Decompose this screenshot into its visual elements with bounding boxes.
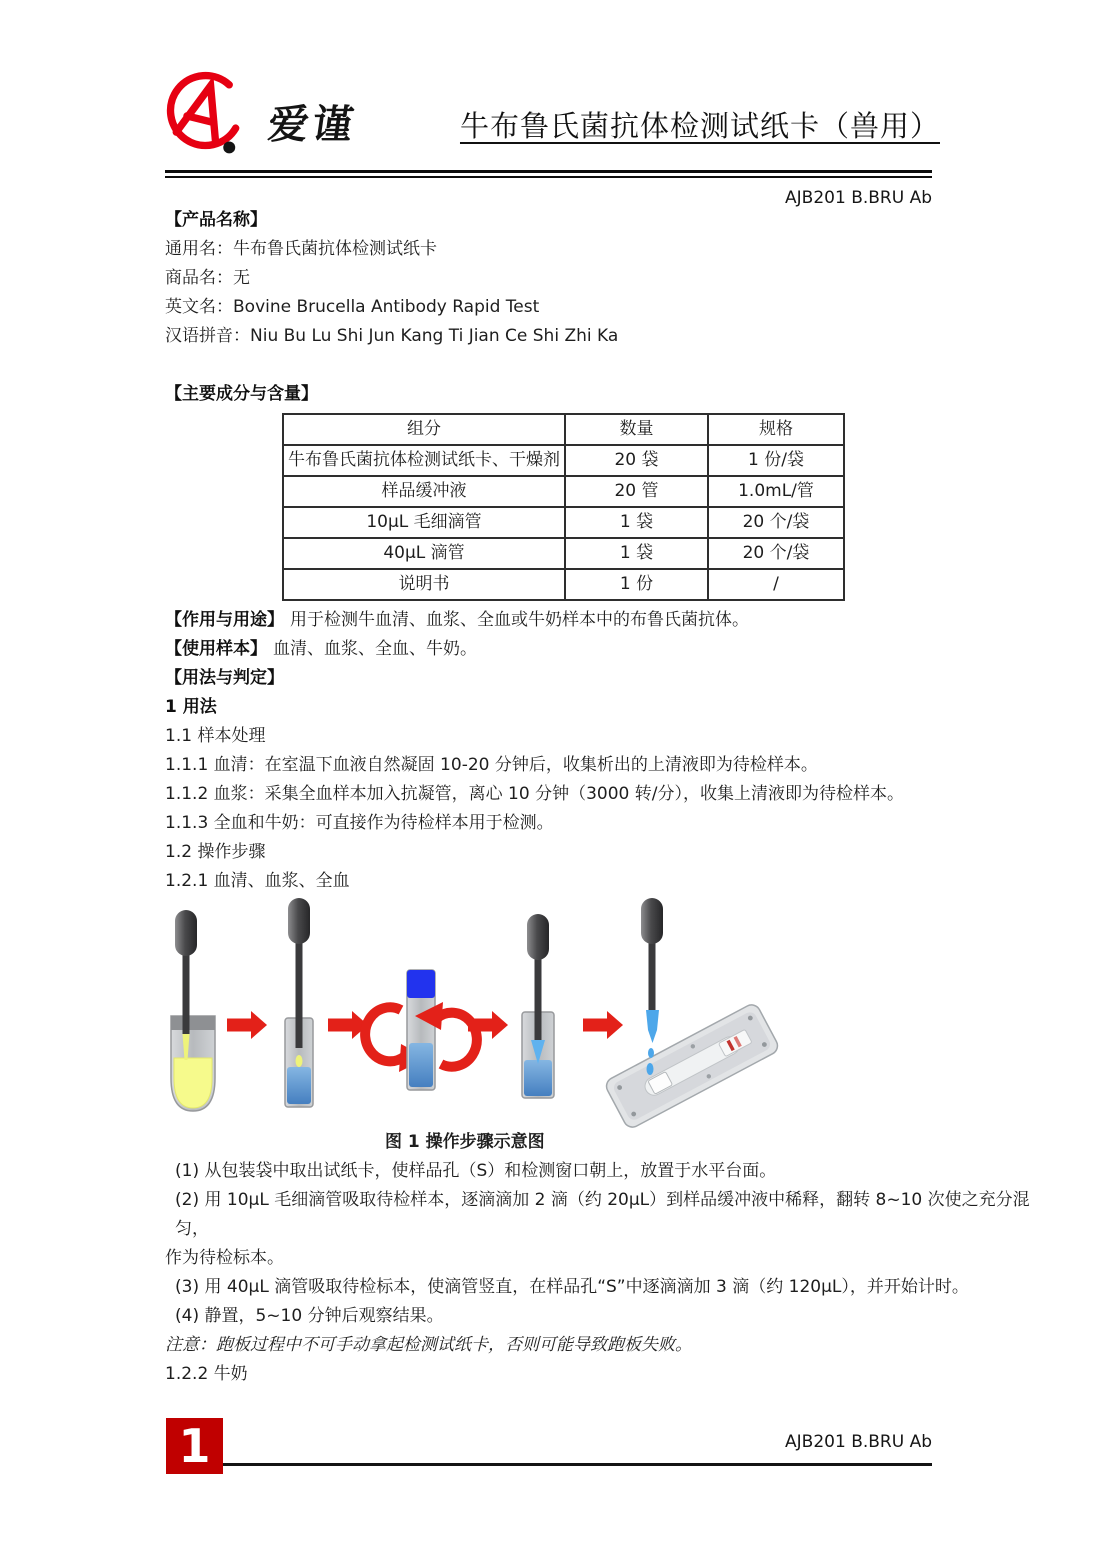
step5-test-cassette-icon [603,898,780,1128]
logo-letter-a [176,80,228,142]
purpose-text: 用于检测牛血清、血浆、全血或牛奶样本中的布鲁氏菌抗体。 [290,610,749,630]
step3-mix-tube-icon [365,970,477,1090]
method-heading: 1 用法 [165,697,217,717]
procedure-step: (2) 用 10μL 毛细滴管吸取待检样本，逐滴滴加 2 滴（约 20μL）到样品缓冲液中稀释，翻转 8~10 次使之充分混匀， [175,1190,1030,1239]
section-heading-purpose: 【作用与用途】 [165,610,284,630]
cell-quantity: 1 袋 [565,538,708,569]
cell-spec: 1.0mL/管 [708,476,844,507]
doc-code-header: AJB201 B.BRU Ab [785,188,932,208]
subsection-heading: 1.2.1 血清、血浆、全血 [165,871,350,891]
generic-name-line: 通用名：牛布鲁氏菌抗体检测试纸卡 [165,239,437,259]
pinyin-line: 汉语拼音：Niu Bu Lu Shi Jun Kang Ti Jian Ce Shi Zhi Ka [165,326,619,346]
cell-spec: 20 个/袋 [708,507,844,538]
cell-component: 10μL 毛细滴管 [283,507,565,538]
procedure-step: (3) 用 40μL 滴管吸取待检标本，使滴管竖直，在样品孔“S”中逐滴滴加 3 滴（约 120μL），并开始计时。 [175,1277,969,1297]
trade-name-line: 商品名：无 [165,268,250,288]
table-row [283,476,844,507]
brand-name: 爱谨 [265,101,360,148]
table-header-row [283,414,844,445]
step2-buffer-tube-icon [285,898,313,1107]
cell-component: 样品缓冲液 [283,476,565,507]
page-number-badge: 1 [166,1418,223,1474]
cell-component: 40μL 滴管 [283,538,565,569]
prep-item-serum: 1.1.1 血清：在室温下血液自然凝固 10-20 分钟后，收集析出的上清液即为待检样本。 [165,755,818,775]
table-row [283,569,844,600]
brand-logo [163,70,360,166]
section-heading-composition: 【主要成分与含量】 [165,384,318,404]
steps-heading: 1.2 操作步骤 [165,842,266,862]
table-row [283,507,844,538]
cell-quantity: 1 份 [565,569,708,600]
figure-caption: 图 1 操作步骤示意图 [385,1132,545,1152]
section-samples [165,635,1062,664]
table-row [283,445,844,476]
section-heading-product-name: 【产品名称】 [165,210,267,230]
doc-code-footer: AJB201 B.BRU Ab [785,1432,932,1452]
cell-component: 说明书 [283,569,565,600]
col-header-component: 组分 [283,414,565,445]
section-purpose [165,606,1062,635]
logo-dot [223,141,235,153]
cell-component: 牛布鲁氏菌抗体检测试纸卡、干燥剂 [283,445,565,476]
procedure-step: (4) 静置，5~10 分钟后观察结果。 [175,1306,444,1326]
header-divider [165,170,932,178]
cell-quantity: 1 袋 [565,507,708,538]
cell-quantity: 20 袋 [565,445,708,476]
cell-quantity: 20 管 [565,476,708,507]
sample-prep-heading: 1.1 样本处理 [165,726,266,746]
page-title: 牛布鲁氏菌抗体检测试纸卡（兽用） [459,109,940,143]
red-arrow-icon [227,1011,267,1039]
step1-sample-tube-icon [171,910,215,1111]
step4-draw-sample-icon [522,914,554,1098]
procedure-step: (1) 从包装袋中取出试纸卡，使样品孔（S）和检测窗口朝上，放置于水平台面。 [175,1161,777,1181]
prep-item-wholeblood-milk: 1.1.3 全血和牛奶：可直接作为待检样本用于检测。 [165,813,554,833]
procedure-figure-illustration [165,898,805,1128]
section-heading-samples: 【使用样本】 [165,639,267,659]
brand-logo-icon [163,70,255,166]
cell-spec: 1 份/袋 [708,445,844,476]
document-body [165,206,1062,1389]
procedure-figure [165,898,805,1128]
cell-spec: 20 个/袋 [708,538,844,569]
col-header-quantity: 数量 [565,414,708,445]
table-row [283,538,844,569]
logo-circle [171,76,236,146]
footer-divider [223,1463,932,1466]
procedure-step-continuation: 作为待检标本。 [165,1248,284,1268]
liquid-drop-icon [647,1063,654,1075]
procedure-note: 注意：跑板过程中不可手动拿起检测试纸卡，否则可能导致跑板失败。 [165,1335,692,1355]
english-name-line: 英文名：Bovine Brucella Antibody Rapid Test [165,297,540,317]
composition-table [282,413,845,601]
liquid-drop-icon [648,1048,654,1058]
cell-spec: / [708,569,844,600]
prep-item-plasma: 1.1.2 血浆：采集全血样本加入抗凝管，离心 10 分钟（3000 转/分），收集上清液即为待检样本。 [165,784,904,804]
section-heading-usage: 【用法与判定】 [165,668,284,688]
red-arrow-icon [583,1011,623,1039]
samples-text: 血清、血浆、全血、牛奶。 [273,639,477,659]
next-subsection-heading: 1.2.2 牛奶 [165,1364,248,1384]
col-header-spec: 规格 [708,414,844,445]
